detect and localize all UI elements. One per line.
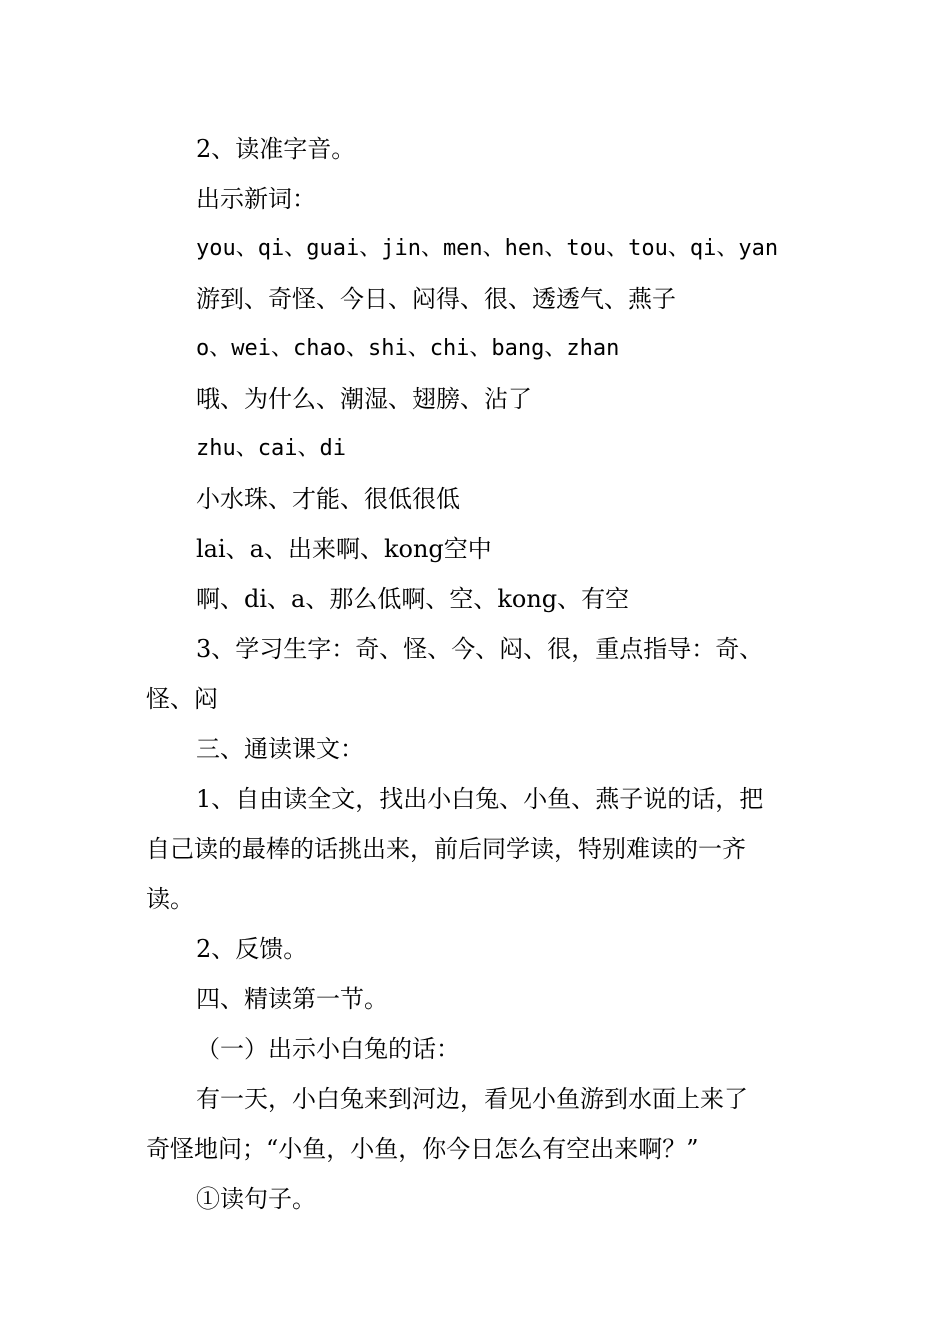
- text-line: 2、反馈。: [196, 935, 308, 963]
- text-line: 奇怪地问；“小鱼，小鱼，你今日怎么有空出来啊？”: [146, 1135, 699, 1163]
- text-line: 出示新词：: [196, 185, 316, 213]
- text-line: 小水珠、才能、很低很低: [196, 485, 460, 513]
- text-line: lai、a、出来啊、kong空中: [196, 535, 492, 563]
- text-line: 自己读的最棒的话挑出来，前后同学读，特别难读的一齐: [146, 835, 746, 863]
- text-line: 读。: [146, 885, 194, 913]
- pinyin-line: zhu、cai、di: [196, 436, 346, 461]
- text-line: 哦、为什么、潮湿、翅膀、沾了: [196, 385, 532, 413]
- pinyin-line: o、wei、chao、shi、chi、bang、zhan: [196, 336, 620, 361]
- text-line: 1、自由读全文，找出小白兔、小鱼、燕子说的话，把: [196, 785, 764, 813]
- text-line: 怪、闷: [146, 685, 218, 713]
- text-line: ①读句子。: [196, 1185, 316, 1213]
- text-line: 有一天，小白兔来到河边，看见小鱼游到水面上来了: [196, 1085, 748, 1113]
- section-heading: 三、通读课文：: [196, 735, 364, 763]
- text-line: 2、读准字音。: [196, 135, 356, 163]
- text-line: （一）出示小白兔的话：: [196, 1035, 460, 1063]
- pinyin-line: you、qi、guai、jin、men、hen、tou、tou、qi、yan: [196, 236, 779, 261]
- text-line: 啊、di、a、那么低啊、空、kong、有空: [196, 585, 630, 613]
- text-line: 3、学习生字：奇、怪、今、闷、很，重点指导：奇、: [196, 635, 764, 663]
- text-line: 游到、奇怪、今日、闷得、很、透透气、燕子: [196, 285, 676, 313]
- section-heading: 四、精读第一节。: [196, 985, 388, 1013]
